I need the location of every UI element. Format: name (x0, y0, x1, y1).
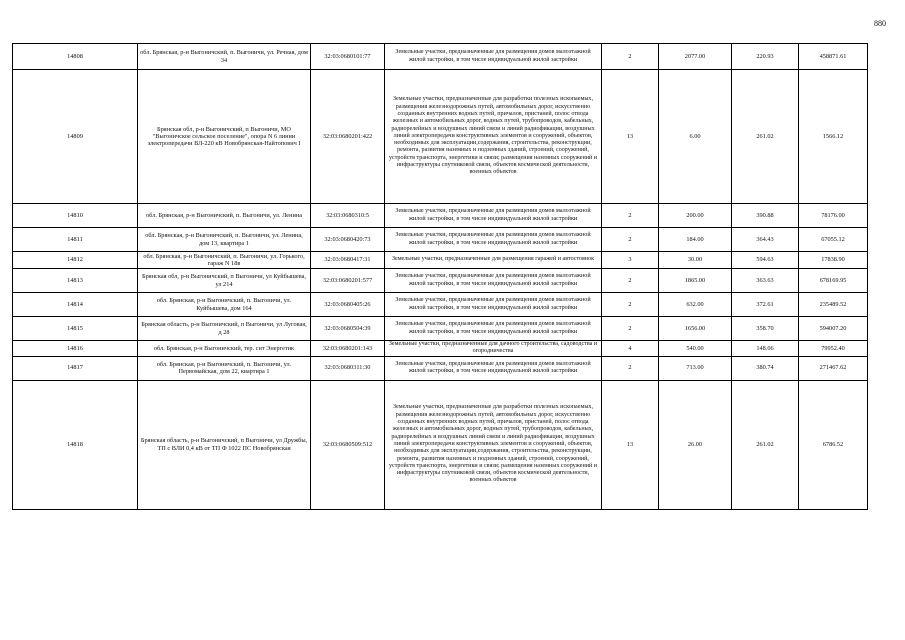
address-cell: Брянская обл, р-н Выгоничский, п Выгоничи, МО "Выгоничское сельское поселение", опора N 6 линии электропередачи ВЛ-220 кВ Новобрянская-Найтопович I (138, 70, 311, 204)
table-row (13, 228, 868, 252)
table-row (13, 204, 868, 228)
land-use-cell: Земельные участки, предназначенные для размещения домов малоэтажной жилой застройки, в том числе индивидуальной жилой застройки (385, 293, 602, 317)
cadastral-number-cell: 32:03:0680420:73 (311, 228, 385, 252)
price-cell: 220.93 (732, 44, 799, 70)
group-cell: 3 (602, 252, 659, 269)
land-use-cell: Земельные участки, предназначенные для размещения домов малоэтажной жилой застройки, в том числе индивидуальной жилой застройки (385, 356, 602, 380)
group-cell: 2 (602, 44, 659, 70)
table-row (13, 252, 868, 269)
address-cell: обл. Брянская, р-н Выгоничский, п. Выгоничи, ул. Куйбышева, дом 164 (138, 293, 311, 317)
cadastral-number-cell: 32:03:0680201:577 (311, 269, 385, 293)
table-row (13, 70, 868, 204)
area-cell: 200.00 (659, 204, 732, 228)
cadastral-number-cell: 32:03:0680417:31 (311, 252, 385, 269)
table-row (13, 380, 868, 509)
address-cell: обл. Брянская, р-н Выгоничский, п. Выгоничи, ул. Речная, дом 34 (138, 44, 311, 70)
table-row (13, 293, 868, 317)
land-use-cell: Земельные участки, предназначенные для дачного строительства, садоводства и огородничества (385, 341, 602, 357)
address-cell: обл. Брянская, р-н Выгоничский, тер. снт Энергетик (138, 341, 311, 357)
area-cell: 1865.00 (659, 269, 732, 293)
address-cell: обл. Брянская, р-н Выгоничский, п. Выгоничи, ул. Горького, гараж N 18в (138, 252, 311, 269)
address-cell: обл. Брянская, р-н Выгоничский, п. Выгоничи, ул. Ленина, дом 13, квартира 1 (138, 228, 311, 252)
table-row (13, 356, 868, 380)
price-cell: 363.63 (732, 269, 799, 293)
area-cell: 713.00 (659, 356, 732, 380)
land-use-cell: Земельные участки, предназначенные для размещения домов малоэтажной жилой застройки, в том числе индивидуальной жилой застройки (385, 269, 602, 293)
row-number-cell: 14814 (13, 293, 138, 317)
address-cell: Брянская обл, р-н Выгоничский, п Выгоничи, ул Куйбышева, ул 214 (138, 269, 311, 293)
table-row (13, 317, 868, 341)
land-use-cell: Земельные участки, предназначенные для размещения домов малоэтажной жилой застройки, в том числе индивидуальной жилой застройки (385, 228, 602, 252)
area-cell: 30.00 (659, 252, 732, 269)
group-cell: 2 (602, 293, 659, 317)
group-cell: 2 (602, 269, 659, 293)
group-cell: 2 (602, 317, 659, 341)
cadastral-value-cell: 594007.20 (799, 317, 868, 341)
price-cell: 390.88 (732, 204, 799, 228)
cadastral-number-cell: 32:03:0680201:422 (311, 70, 385, 204)
address-cell: обл. Брянская, р-н Выгоничский, п. Выгоничи, ул. Первомайская, дом 22, квартира 1 (138, 356, 311, 380)
land-use-cell: Земельные участки, предназначенные для размещения домов малоэтажной жилой застройки, в том числе индивидуальной жилой застройки (385, 317, 602, 341)
cadastral-value-cell: 1566.12 (799, 70, 868, 204)
address-cell: Брянская область, р-н Выгоничский, п Выгоничи, ул Дружбы, ТП с ВЛИ 0,4 кВ от ТП Ф 1022 ПС Новобрянская (138, 380, 311, 509)
cadastral-value-cell: 271467.62 (799, 356, 868, 380)
cadastral-number-cell: 32:03:0680201:143 (311, 341, 385, 357)
price-cell: 261.02 (732, 380, 799, 509)
row-number-cell: 14809 (13, 70, 138, 204)
price-cell: 148.06 (732, 341, 799, 357)
area-cell: 540.00 (659, 341, 732, 357)
cadastral-value-cell: 6786.52 (799, 380, 868, 509)
price-cell: 364.43 (732, 228, 799, 252)
area-cell: 2077.00 (659, 44, 732, 70)
row-number-cell: 14808 (13, 44, 138, 70)
row-number-cell: 14810 (13, 204, 138, 228)
page-number: 880 (874, 19, 886, 28)
area-cell: 26.00 (659, 380, 732, 509)
land-use-cell: Земельные участки, предназначенные для размещения гаражей и автостоянок (385, 252, 602, 269)
address-cell: Брянская область, р-н Выгоничский, п Выгоничи, ул Луговая, д 28 (138, 317, 311, 341)
group-cell: 13 (602, 70, 659, 204)
land-use-cell: Земельные участки, предназначенные для размещения домов малоэтажной жилой застройки, в том числе индивидуальной жилой застройки (385, 44, 602, 70)
group-cell: 4 (602, 341, 659, 357)
area-cell: 184.00 (659, 228, 732, 252)
area-cell: 1656.00 (659, 317, 732, 341)
table-row (13, 269, 868, 293)
cadastral-value-cell: 67055.12 (799, 228, 868, 252)
land-use-cell: Земельные участки, предназначенные для размещения домов малоэтажной жилой застройки, в том числе индивидуальной жилой застройки (385, 204, 602, 228)
land-use-cell: Земельные участки, предназначенные для разработки полезных ископаемых, размещения железнодорожных путей, автомобильных дорог, искусственно созданных внутренних водных путей, причалов, пристаней, полос отвода железных и автомобильных дорог, водных путей, трубопроводов, кабельных, радиорелейных и воздушных линий связи и линий радиофикации, воздушных линий электропередачи конструктивных элементов и сооружений, объектов, необходимых для эксплуатации,содержания, строительства, реконструкции, ремонта, развития наземных и подземных зданий, строений, сооружений, устройств транспорта, энергетики и связи; размещения наземных сооружений и инфраструктуры спутниковой связи, объектов космической деятельности, военных объектов (385, 70, 602, 204)
table-row (13, 44, 868, 70)
cadastral-number-cell: 32:03:0680310:5 (311, 204, 385, 228)
row-number-cell: 14818 (13, 380, 138, 509)
row-number-cell: 14817 (13, 356, 138, 380)
price-cell: 358.70 (732, 317, 799, 341)
row-number-cell: 14812 (13, 252, 138, 269)
row-number-cell: 14816 (13, 341, 138, 357)
area-cell: 6.00 (659, 70, 732, 204)
cadastral-value-cell: 235489.52 (799, 293, 868, 317)
row-number-cell: 14813 (13, 269, 138, 293)
group-cell: 13 (602, 380, 659, 509)
group-cell: 2 (602, 204, 659, 228)
table-row (13, 341, 868, 357)
cadastral-number-cell: 32:03:0680405:26 (311, 293, 385, 317)
group-cell: 2 (602, 356, 659, 380)
cadastral-value-cell: 678169.95 (799, 269, 868, 293)
cadastral-value-cell: 458871.61 (799, 44, 868, 70)
cadastral-number-cell: 32:03:0680311:30 (311, 356, 385, 380)
land-use-cell: Земельные участки, предназначенные для разработки полезных ископаемых, размещения железнодорожных путей, автомобильных дорог, искусственно созданных внутренних водных путей, причалов, пристаней, полос отвода железных и автомобильных дорог, водных путей, трубопроводов, кабельных, радиорелейных и воздушных линий связи и линий радиофикации, воздушных линий электропередачи конструктивных элементов и сооружений, объектов, необходимых для эксплуатации,содержания, строительства, реконструкции, ремонта, развития наземных и подземных зданий, строений, сооружений, устройств транспорта, энергетики и связи; размещения наземных сооружений и инфраструктуры спутниковой связи, объектов космической деятельности, военных объектов (385, 380, 602, 509)
area-cell: 632.00 (659, 293, 732, 317)
cadastral-number-cell: 32:03:0680509:512 (311, 380, 385, 509)
price-cell: 261.02 (732, 70, 799, 204)
cadastral-value-cell: 17838.90 (799, 252, 868, 269)
cadastral-value-cell: 78176.00 (799, 204, 868, 228)
land-cadastral-table (12, 43, 868, 510)
row-number-cell: 14811 (13, 228, 138, 252)
cadastral-number-cell: 32:03:0680504:39 (311, 317, 385, 341)
row-number-cell: 14815 (13, 317, 138, 341)
price-cell: 594.63 (732, 252, 799, 269)
address-cell: обл. Брянская, р-н Выгоничский, п. Выгоничи, ул. Ленина (138, 204, 311, 228)
price-cell: 380.74 (732, 356, 799, 380)
cadastral-number-cell: 32:03:0680101:77 (311, 44, 385, 70)
price-cell: 372.61 (732, 293, 799, 317)
cadastral-value-cell: 79952.40 (799, 341, 868, 357)
group-cell: 2 (602, 228, 659, 252)
